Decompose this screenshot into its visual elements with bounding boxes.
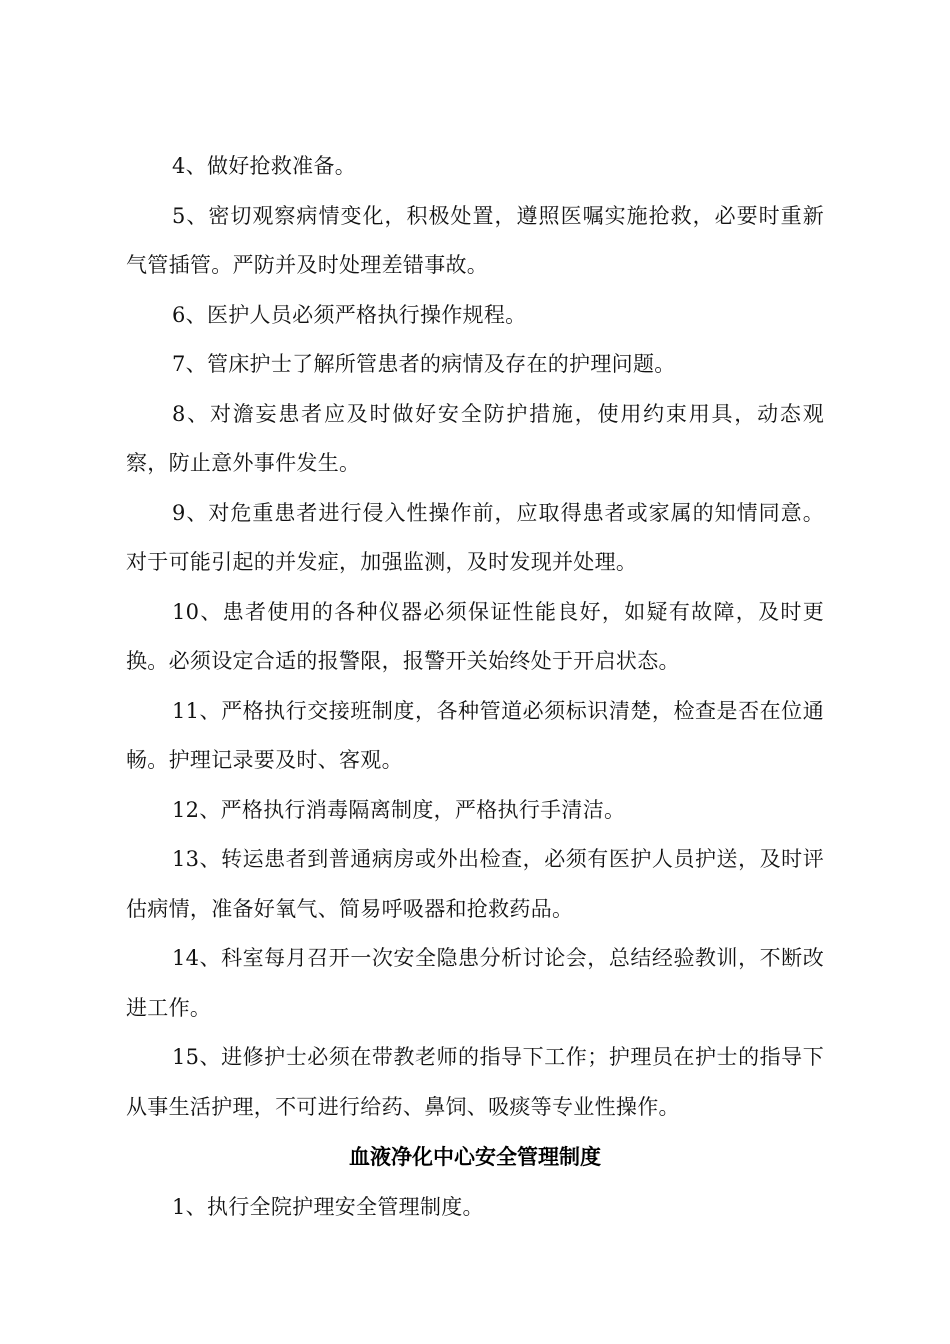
paragraph-item-14: 14、科室每月召开一次安全隐患分析讨论会，总结经验教训，不断改进工作。 (126, 946, 824, 1020)
section-title: 血液净化中心安全管理制度 (349, 1145, 601, 1169)
paragraph-item-11: 11、严格执行交接班制度，各种管道必须标识清楚，检查是否在位通畅。护理记录要及时、客观。 (126, 698, 824, 772)
paragraph-item-7: 7、管床护士了解所管患者的病情及存在的护理问题。 (172, 352, 676, 376)
paragraph-item-13: 13、转运患者到普通病房或外出检查，必须有医护人员护送，及时评估病情，准备好氧气、简易呼吸器和抢救药品。 (126, 847, 824, 921)
paragraph-item-12: 12、严格执行消毒隔离制度，严格执行手清洁。 (172, 797, 626, 822)
paragraph-item-10: 10、患者使用的各种仪器必须保证性能良好，如疑有故障，及时更换。必须设定合适的报警限，报警开关始终处于开启状态。 (126, 599, 824, 673)
paragraph-item-4: 4、做好抢救准备。 (172, 154, 357, 178)
paragraph-item-6: 6、医护人员必须严格执行操作规程。 (172, 302, 527, 327)
paragraph-item-5: 5、密切观察病情变化，积极处置，遵照医嘱实施抢救，必要时重新气管插管。严防并及时处理差错事故。 (126, 203, 824, 277)
paragraph-item-9: 9、对危重患者进行侵入性操作前，应取得患者或家属的知情同意。对于可能引起的并发症，加强监测，及时发现并处理。 (126, 500, 824, 574)
document-page (126, 142, 824, 1233)
paragraph-item-1: 1、执行全院护理安全管理制度。 (172, 1195, 484, 1219)
paragraph-item-8: 8、对澹妄患者应及时做好安全防护措施，使用约束用具，动态观察，防止意外事件发生。 (126, 401, 824, 475)
paragraph-item-15: 15、进修护士必须在带教老师的指导下工作；护理员在护士的指导下从事生活护理，不可进行给药、鼻饲、吸痰等专业性操作。 (126, 1045, 824, 1119)
